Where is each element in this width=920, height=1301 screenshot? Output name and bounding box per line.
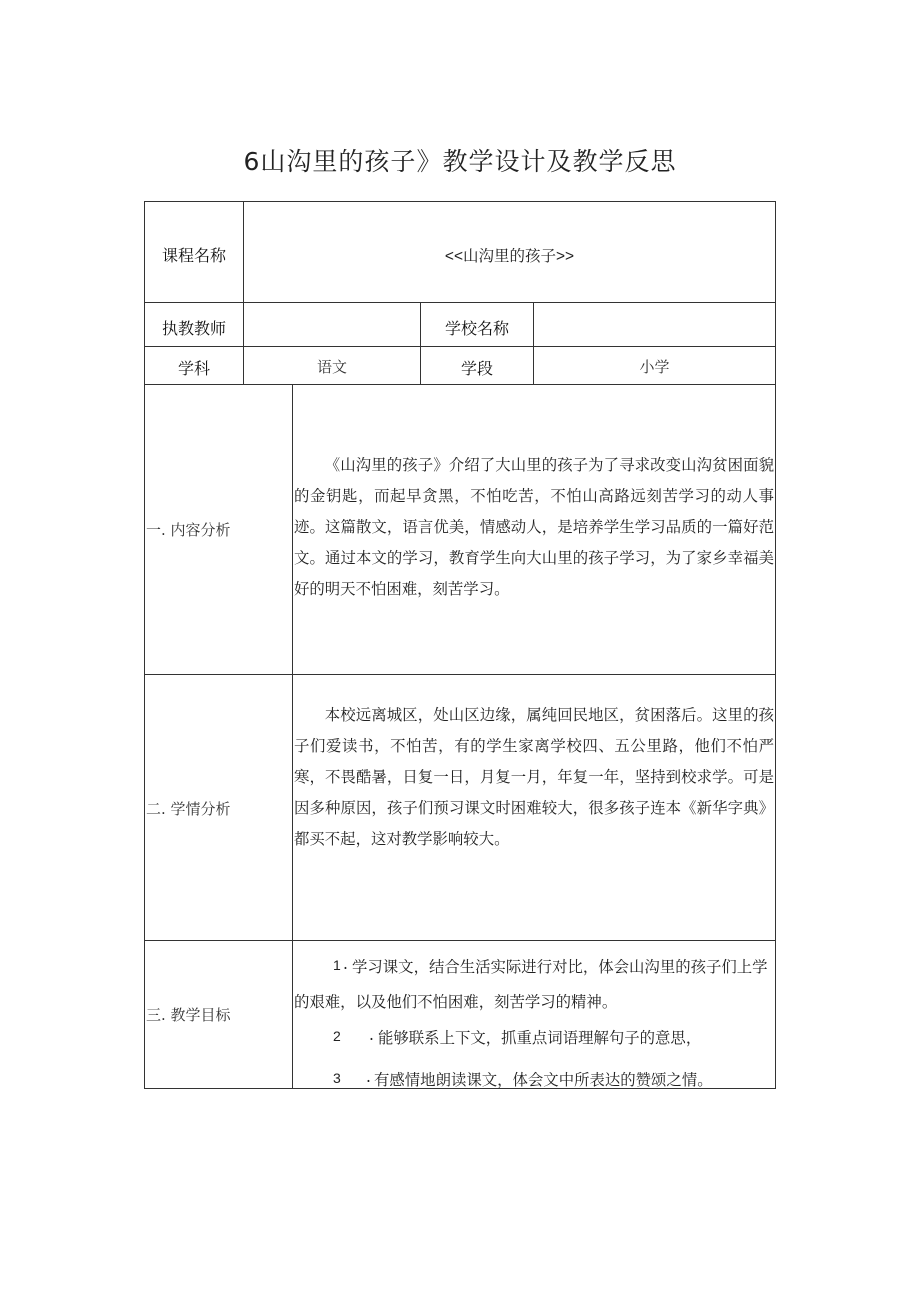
table-rule [144,346,776,347]
content-analysis-text: 《山沟里的孩子》介绍了大山里的孩子为了寻求改变山沟贫困面貌的金钥匙，而起早贪黑，不怕吃苦，不怕山高路远刻苦学习的动人事迹。这篇散文，语言优美，情感动人，是培养学生学习品质的一篇好范文。通过本文的学习，教育学生向大山里的孩子学习，为了家乡幸福美好的明天不怕困难，刻苦学习。 [294,456,774,598]
goal-number: 1 [333,957,341,973]
table-rule [292,384,293,1088]
goal-text: 有感情地朗读课文，体会文中所表达的赞颂之情。 [374,1071,713,1089]
table-rule [144,384,776,385]
goal-separator: . [366,1068,371,1086]
stage-value: 小学 [639,358,670,376]
stage-label: 学段 [460,359,493,378]
course-name-value: <<山沟里的孩子>> [444,248,575,265]
table-rule [144,674,776,675]
learner-analysis-label: 二. 学情分析 [146,800,231,818]
goal-text-continued: 的艰难，以及他们不怕困难，刻苦学习的精神。 [294,993,618,1011]
table-rule [144,302,776,303]
goal-separator: . [343,955,348,973]
goal-text: 学习课文，结合生活实际进行对比，体会山沟里的孩子们上学 [352,958,768,976]
table-border-right [775,201,776,1089]
content-analysis-label: 一. 内容分析 [146,521,231,539]
subject-label: 学科 [177,359,210,378]
goal-text: 能够联系上下文，抓重点词语理解句子的意思， [378,1029,702,1047]
teacher-label: 执教教师 [161,319,226,338]
table-rule [144,940,776,941]
goal-number: 3 [333,1070,341,1086]
subject-value: 语文 [316,358,347,376]
goal-number: 2 [333,1028,341,1044]
school-label: 学校名称 [444,319,509,338]
course-name-label: 课程名称 [161,246,226,265]
teaching-goals-label: 三. 教学目标 [146,1006,231,1024]
goal-separator: . [369,1026,374,1044]
learner-analysis-text: 本校远离城区，处山区边缘，属纯回民地区，贫困落后。这里的孩子们爱读书，不怕苦，有的学生家离学校四、五公里路，他们不怕严寒，不畏酷暑，日复一日，月复一月，年复一年，坚持到校求学。可是因多种原因，孩子们预习课文时困难较大，很多孩子连本《新华字典》都买不起，这对教学影响较大。 [294,706,774,848]
document-title: 6山沟里的孩子》教学设计及教学反思 [243,147,677,176]
table-border-top [144,201,776,202]
